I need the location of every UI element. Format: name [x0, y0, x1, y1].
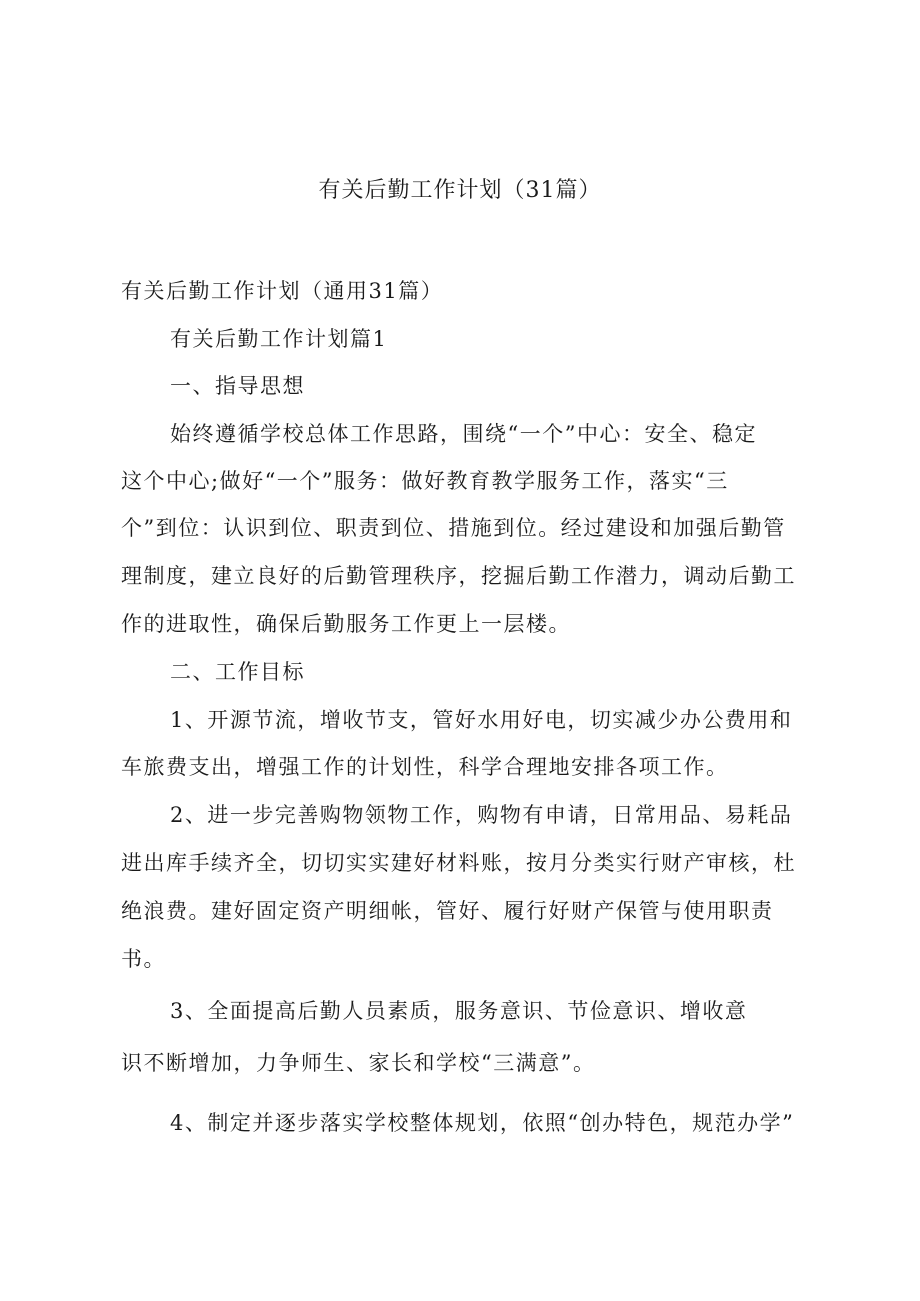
- paragraph-line: 车旅费支出，增强工作的计划性，科学合理地安排各项工作。: [121, 755, 729, 779]
- section-title: 有关后勤工作计划篇1: [170, 327, 388, 351]
- document-subtitle: 有关后勤工作计划（通用31篇）: [121, 279, 444, 303]
- paragraph-line: 3、全面提高后勤人员素质，服务意识、节俭意识、增收意: [170, 999, 748, 1023]
- heading-guiding-thought: 一、指导思想: [170, 374, 305, 398]
- document-title: 有关后勤工作计划（31篇）: [318, 178, 602, 203]
- paragraph-line: 始终遵循学校总体工作思路，围绕“一个”中心：安全、稳定: [170, 422, 757, 446]
- paragraph-line: 进出库手续齐全，切切实实建好材料账，按月分类实行财产审核，杜: [121, 851, 796, 875]
- paragraph-line: 这个中心;做好“一个”服务：做好教育教学服务工作，落实“三: [121, 469, 729, 493]
- paragraph-line: 书。: [121, 947, 166, 971]
- paragraph-line: 个”到位：认识到位、职责到位、措施到位。经过建设和加强后勤管: [121, 516, 786, 540]
- paragraph-line: 绝浪费。建好固定资产明细帐，管好、履行好财产保管与使用职责: [121, 899, 774, 923]
- paragraph-line: 识不断增加，力争师生、家长和学校“三满意”。: [121, 1051, 596, 1075]
- paragraph-line: 1、开源节流，增收节支，管好水用好电，切实减少办公费用和: [170, 708, 793, 732]
- paragraph-line: 理制度，建立良好的后勤管理秩序，挖掘后勤工作潜力，调动后勤工: [121, 564, 796, 588]
- paragraph-line: 作的进取性，确保后勤服务工作更上一层楼。: [121, 612, 571, 636]
- paragraph-line: 4、制定并逐步落实学校整体规划，依照“创办特色，规范办学”: [170, 1111, 795, 1135]
- paragraph-line: 2、进一步完善购物领物工作，购物有申请，日常用品、易耗品: [170, 803, 793, 827]
- heading-work-goals: 二、工作目标: [170, 660, 305, 684]
